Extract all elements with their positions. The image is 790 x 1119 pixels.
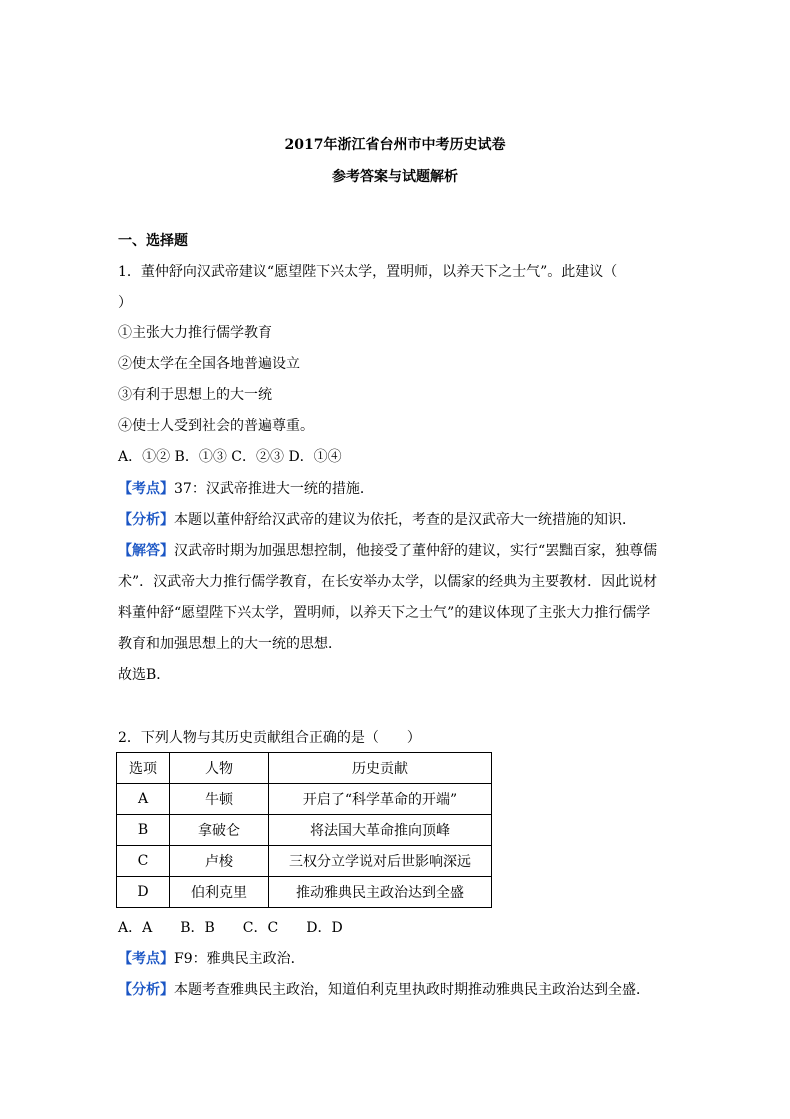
q2-choices: A．A B．B C．C D．D — [118, 920, 343, 936]
kaodian-tag: 【考点】 — [118, 951, 174, 967]
q1-kaodian — [118, 478, 374, 498]
table-cell: 拿破仑 — [170, 815, 269, 846]
table-row — [117, 815, 492, 846]
section-title: 一、选择题 — [118, 233, 188, 249]
q1-jieda-line3: 料董仲舒“愿望陛下兴太学，置明师，以养天下之士气”的建议体现了主张大力推行儒学 — [118, 605, 651, 621]
jieda-tag: 【解答】 — [118, 543, 174, 559]
q1-jieda-line4: 教育和加强思想上的大一统的思想． — [118, 636, 342, 652]
fenxi-text: 本题以董仲舒给汉武帝的建议为依托，考查的是汉武帝大一统措施的知识． — [174, 512, 636, 528]
fenxi-text: 本题考查雅典民主政治，知道伯利克里执政时期推动雅典民主政治达到全盛． — [174, 982, 650, 998]
q1-option-4: ④使士人受到社会的普遍尊重。 — [118, 418, 314, 434]
table-row — [117, 877, 492, 908]
q1-jieda — [118, 540, 657, 560]
q2-fenxi — [118, 979, 650, 999]
table-cell: 伯利克里 — [170, 877, 269, 908]
q1-option-3: ③有利于思想上的大一统 — [118, 387, 272, 403]
table-header-cell: 人物 — [170, 753, 269, 784]
table-cell: 将法国大革命推向顶峰 — [269, 815, 492, 846]
q1-choices: A．①② B．①③ C．②③ D．①④ — [118, 449, 342, 465]
fenxi-tag: 【分析】 — [118, 512, 174, 528]
table-header-cell: 历史贡献 — [269, 753, 492, 784]
jieda-line1: 汉武帝时期为加强思想控制，他接受了董仲舒的建议，实行“罢黜百家，独尊儒 — [174, 543, 658, 559]
page-subtitle: 参考答案与试题解析 — [332, 169, 458, 185]
q1-stem-line1: 1．董仲舒向汉武帝建议“愿望陛下兴太学，置明师，以养天下之士气”。此建议（ — [118, 264, 618, 280]
q2-table — [116, 752, 492, 908]
q1-option-2: ②使太学在全国各地普遍设立 — [118, 356, 300, 372]
fenxi-tag: 【分析】 — [118, 982, 174, 998]
table-cell: 牛顿 — [170, 784, 269, 815]
table-cell: 推动雅典民主政治达到全盛 — [269, 877, 492, 908]
table-row — [117, 784, 492, 815]
kaodian-text: 37：汉武帝推进大一统的措施． — [174, 481, 374, 497]
kaodian-text: F9：雅典民主政治． — [174, 951, 305, 967]
q2-kaodian — [118, 948, 305, 968]
table-cell: 卢梭 — [170, 846, 269, 877]
q2-stem: 2．下列人物与其历史贡献组合正确的是（ ） — [118, 730, 421, 746]
kaodian-tag: 【考点】 — [118, 481, 174, 497]
table-cell: A — [117, 784, 170, 815]
table-cell: C — [117, 846, 170, 877]
table-header-row — [117, 753, 492, 784]
table-cell: 三权分立学说对后世影响深远 — [269, 846, 492, 877]
table-cell: B — [117, 815, 170, 846]
table-header-cell: 选项 — [117, 753, 170, 784]
page-title: 2017年浙江省台州市中考历史试卷 — [284, 137, 506, 153]
table-row — [117, 846, 492, 877]
q1-jieda-line2: 术”．汉武帝大力推行儒学教育，在长安举办太学，以儒家的经典为主要教材．因此说材 — [118, 574, 658, 590]
q1-answer: 故选B． — [118, 667, 171, 683]
q1-fenxi — [118, 509, 636, 529]
q1-option-1: ①主张大力推行儒学教育 — [118, 325, 272, 341]
q1-stem-line2: ） — [118, 295, 132, 311]
table-cell: D — [117, 877, 170, 908]
table-cell: 开启了“科学革命的开端” — [269, 784, 492, 815]
